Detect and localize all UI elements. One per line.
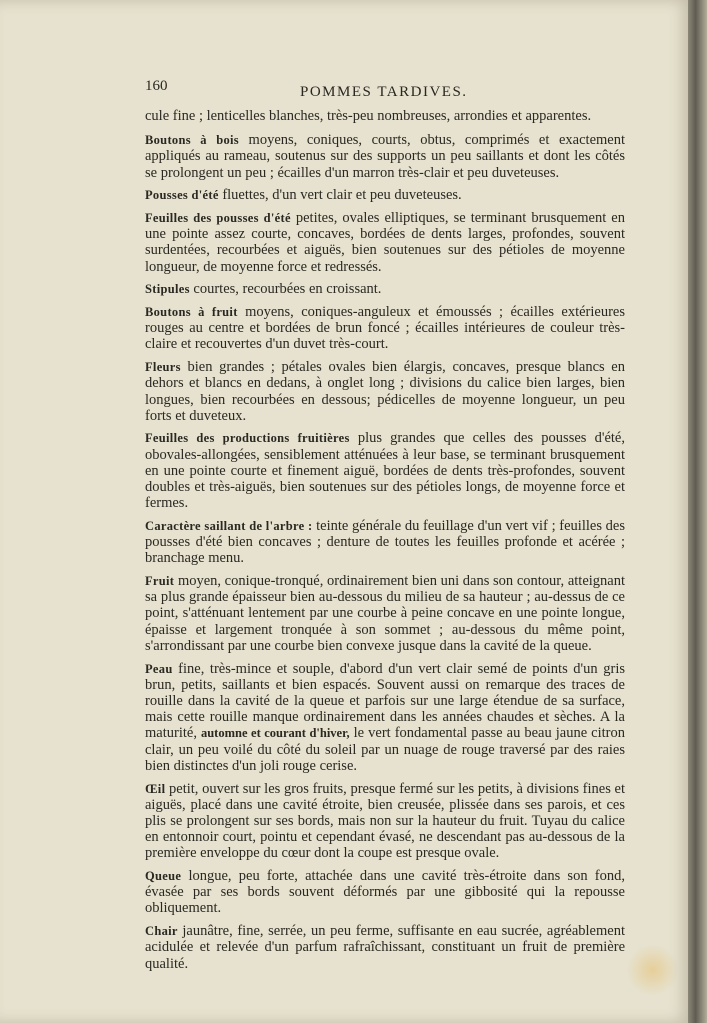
paragraph-caractere-saillant [145, 518, 625, 567]
paragraph-term: Peau [145, 661, 173, 676]
paragraph-term: Fruit [145, 574, 175, 589]
paragraph-text: petites, ovales elliptiques, se terminant brusquement en une pointe assez courte, concaves, bordées de dents larges, profondes, souvent surdentées, recourbées et aiguës, bien soutenues sur des pétioles de moyenne longueur, de moyenne force et redressés. [145, 210, 625, 275]
paragraph-term: Feuilles des productions fruitières [145, 431, 350, 446]
paragraph-term: Œil [145, 781, 166, 796]
body-text [145, 108, 625, 978]
paragraph-text: courtes, recourbées en croissant. [189, 281, 382, 298]
paragraph-text: teinte générale du feuillage d'un vert vif ; feuilles des pousses d'été bien concaves ; denture de toutes les feuilles profonde et acérée ; branchage menu. [145, 517, 626, 567]
paragraph-queue [145, 868, 625, 917]
paragraph-oeil [145, 781, 625, 862]
paragraph-fleurs [145, 359, 625, 424]
paragraph-fruit [145, 573, 625, 654]
paragraph-text-after: le vert fondamental passe au beau jaune citron clair, un peu voilé du côté du soleil par un nuage de rouge traversé par des raies bien distinctes d'un joli rouge cerise. [145, 725, 625, 774]
running-title: POMMES TARDIVES. [300, 84, 468, 100]
book-spine-edge [688, 0, 707, 1023]
paragraph-peau [145, 661, 625, 774]
paragraph-text: jaunâtre, fine, serrée, un peu ferme, suffisante en eau sucrée, agréablement acidulée et relevée d'un parfum rafraîchissant, constituant un fruit de première qualité. [145, 923, 625, 972]
paragraph-term: Pousses d'été [145, 188, 219, 203]
library-stamp-mark [625, 945, 680, 995]
paragraph-text: petit, ouvert sur les gros fruits, presque fermé sur les petits, à divisions fines et aiguës, placé dans une cavité étroite, bien creusée, plissée dans ses parois, et ces plis se prolongent sur ses bords, mais non sur la hauteur du fruit. Tuyau du calice en entonnoir court, pointu et cependant évasé, ne descendant pas au-dessous de la première enveloppe du cœur dont la coupe est presque ovale. [145, 780, 625, 862]
paragraph-text: longue, peu forte, attachée dans une cavité très-étroite dans son fond, évasée par ses bords souvent déformés par une gibbosité qui la repousse obliquement. [145, 868, 625, 917]
paragraph-term: Queue [145, 869, 182, 884]
paragraph-inline-bold: automne et courant d'hiver, [200, 726, 350, 741]
paragraph-text: moyens, coniques, courts, obtus, comprimés et exactement appliqués au rameau, soutenus sur des supports un peu saillants et dont les côtés se prolongent un peu ; écailles d'un marron très-clair et peu duveteuses. [145, 132, 626, 181]
paragraph-term: Caractère saillant de l'arbre : [145, 518, 313, 533]
paragraph-term: Chair [145, 924, 178, 939]
paragraph-text: fine, très-mince et souple, d'abord d'un vert clair semé de points d'un gris brun, petits, saillants et bien espacés. Souvent aussi on remarque des traces de rouille dans la cavité de la queue et parfois sur une large étendue de sa surface, mais cette rouille manque ordinairement dans les années chaudes et sèches. A la maturité, [145, 660, 625, 742]
paragraph-text: moyens, coniques-anguleux et émoussés ; écailles extérieures rouges au centre et bordées de brun foncé ; écailles intérieures de couleur très-claire et recouvertes d'un duvet très-court. [145, 304, 625, 353]
paragraph-text: moyen, conique-tronqué, ordinairement bien uni dans son contour, atteignant sa plus grande épaisseur bien au-dessous du milieu de sa hauteur ; au-dessus de ce point, s'atténuant lentement par une courbe à peine concave en une pointe longue, épaisse et largement tronquée à son sommet ; au-dessous du même point, s'arrondissant par une courbe bien convexe jusque dans la cavité de la queue. [145, 573, 625, 654]
paragraph-term: Fleurs [145, 360, 181, 375]
paragraph-text: fluettes, d'un vert clair et peu duveteuses. [218, 187, 462, 204]
page-header [145, 78, 625, 104]
paragraph-term: Boutons à fruit [145, 305, 238, 320]
page-number: 160 [145, 78, 168, 94]
paragraph-feuilles-pousses [145, 210, 625, 275]
paragraph-term: Boutons à bois [145, 133, 239, 148]
paragraph-term: Stipules [145, 282, 190, 297]
paragraph-boutons-a-bois [145, 132, 625, 181]
paragraph-text: cule fine ; lenticelles blanches, très-peu nombreuses, arrondies et apparentes. [145, 108, 592, 124]
paragraph-chair [145, 923, 625, 972]
paragraph-term: Feuilles des pousses d'été [145, 211, 291, 226]
paragraph-text: bien grandes ; pétales ovales bien élargis, concaves, presque blancs en dehors et blancs en dedans, à onglet long ; divisions du calice bien larges, bien longues, bien recourbées en dessous; pédicelles de moyenne longueur, un peu forts et duveteux. [145, 359, 625, 424]
paragraph-lenticelles [145, 108, 625, 124]
paragraph-feuilles-productions [145, 430, 625, 511]
paragraph-boutons-a-fruit [145, 304, 625, 353]
paragraph-text: plus grandes que celles des pousses d'été, obovales-allongées, sensiblement atténuées à leur base, se terminant brusquement en une pointe courte et finement aiguë, bordées de dents très-profondes, souvent doubles et très-aiguës, bien soutenues sur des pétioles longs, de moyenne force et fermes. [145, 430, 625, 512]
paragraph-pousses-d-ete [145, 187, 625, 203]
paragraph-stipules [145, 281, 625, 297]
